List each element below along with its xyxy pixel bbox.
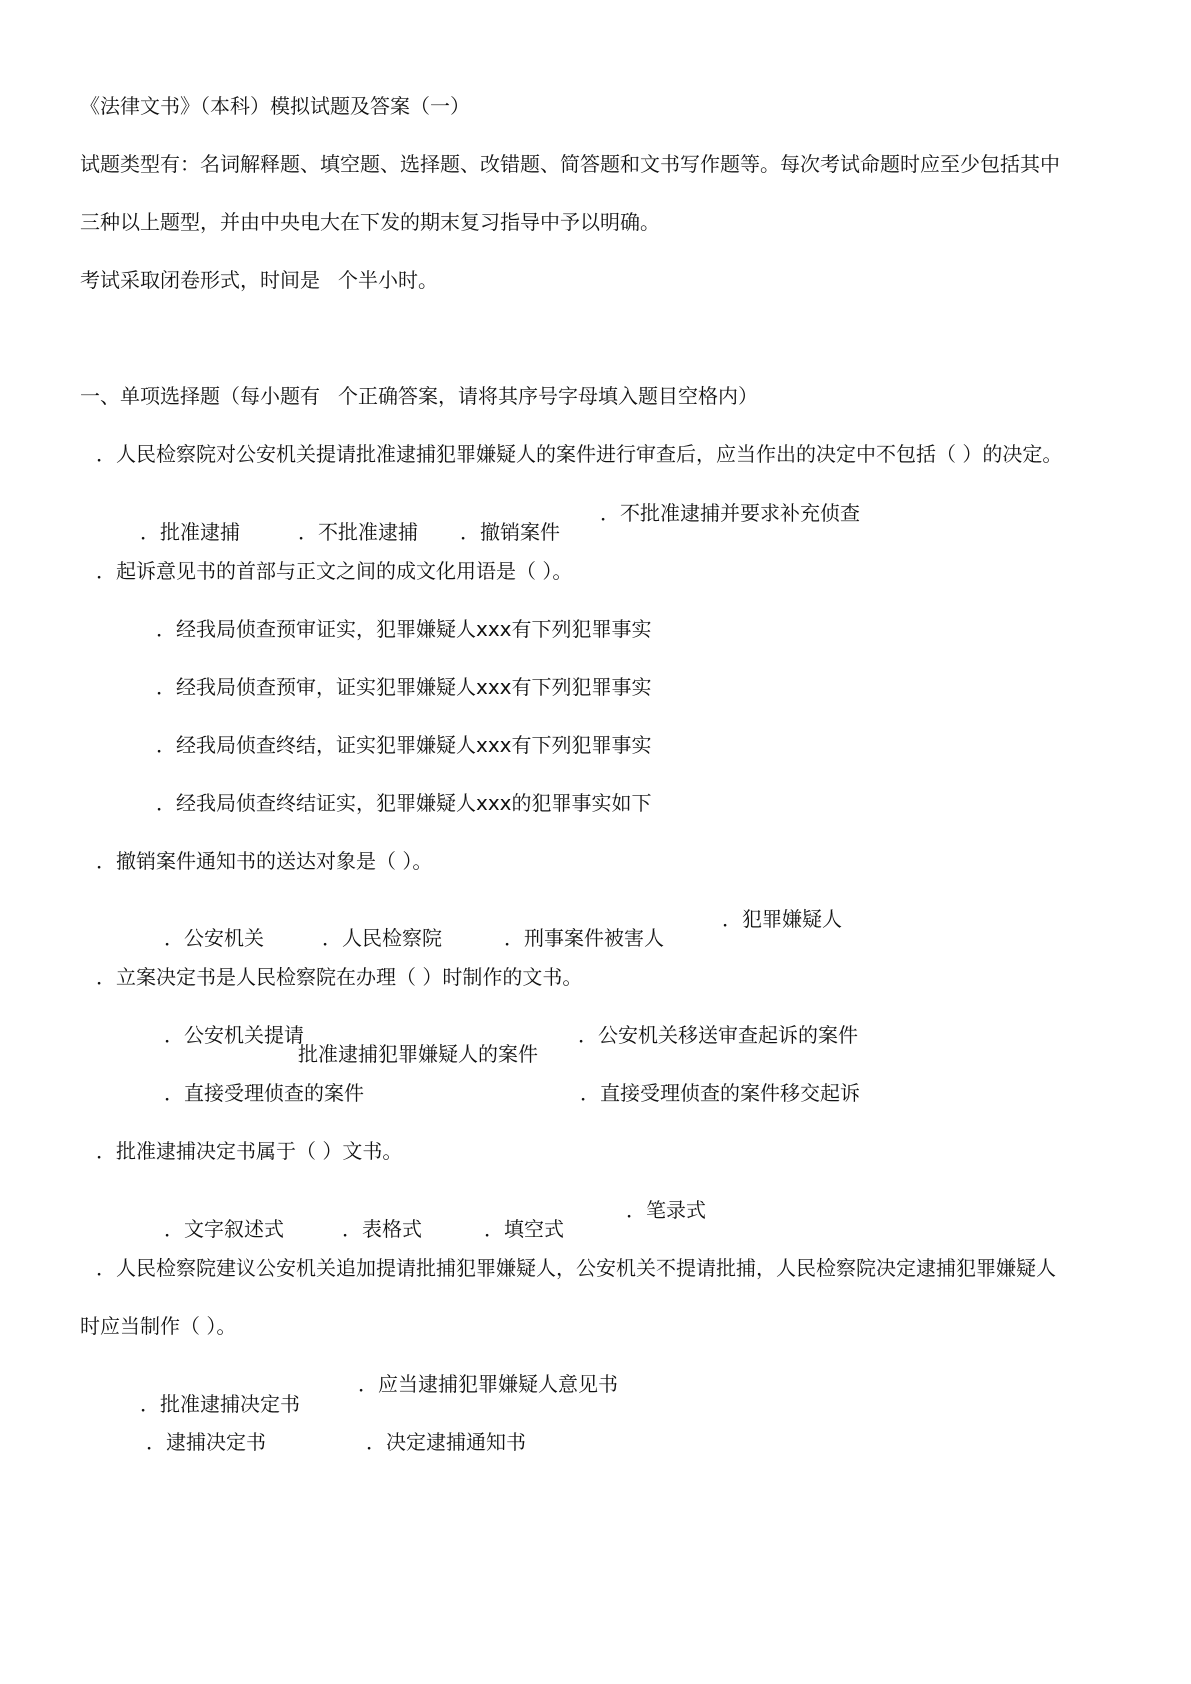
question-5-stem: ．批准逮捕决定书属于（ ）文书。	[96, 1139, 403, 1163]
question-2-option-d: ．经我局侦查终结证实，犯罪嫌疑人xxx的犯罪事实如下	[156, 791, 652, 815]
question-6-option-a: ．批准逮捕决定书	[140, 1392, 300, 1416]
question-1-option-d: ．不批准逮捕并要求补充侦查	[600, 501, 860, 525]
question-6-stem-line-2: 时应当制作（ ）。	[80, 1314, 237, 1338]
question-2-option-a: ．经我局侦查预审证实，犯罪嫌疑人xxx有下列犯罪事实	[156, 617, 652, 641]
question-4-option-c: ．直接受理侦查的案件	[164, 1081, 364, 1105]
question-2-option-b: ．经我局侦查预审，证实犯罪嫌疑人xxx有下列犯罪事实	[156, 675, 652, 699]
question-1-stem: ．人民检察院对公安机关提请批准逮捕犯罪嫌疑人的案件进行审查后，应当作出的决定中不包括（ ）的决定。	[96, 442, 1063, 466]
question-6-option-b: ．应当逮捕犯罪嫌疑人意见书	[358, 1372, 618, 1396]
question-5-option-d: ．笔录式	[626, 1198, 706, 1222]
question-3-stem: ．撤销案件通知书的送达对象是（ ）。	[96, 849, 433, 873]
intro-line-2: 三种以上题型，并由中央电大在下发的期末复习指导中予以明确。	[80, 210, 660, 234]
question-4-option-a: ．公安机关提请	[164, 1023, 304, 1047]
question-1-option-c: ．撤销案件	[460, 520, 560, 544]
question-5-option-b: ．表格式	[342, 1217, 422, 1241]
section-heading-rest: 个正确答案，请将其序号字母填入题目空格内）	[338, 384, 758, 408]
question-4-option-a-cont: 批准逮捕犯罪嫌疑人的案件	[298, 1042, 538, 1066]
question-6-option-c: ．逮捕决定书	[146, 1430, 266, 1454]
question-3-option-b: ．人民检察院	[322, 926, 442, 950]
question-5-option-a: ．文字叙述式	[164, 1217, 284, 1241]
exam-format-text: 考试采取闭卷形式，时间是	[80, 268, 320, 292]
question-3-option-c: ．刑事案件被害人	[504, 926, 664, 950]
exam-duration-text: 个半小时。	[338, 268, 438, 292]
question-2-stem: ．起诉意见书的首部与正文之间的成文化用语是（ ）。	[96, 559, 573, 583]
intro-line-1: 试题类型有：名词解释题、填空题、选择题、改错题、简答题和文书写作题等。每次考试命题时应至少包括其中	[80, 152, 1060, 176]
section-heading: 一、单项选择题（每小题有	[80, 384, 320, 408]
question-3-option-d: ．犯罪嫌疑人	[722, 907, 842, 931]
question-6-stem-line-1: ．人民检察院建议公安机关追加提请批捕犯罪嫌疑人，公安机关不提请批捕，人民检察院决定逮捕犯罪嫌疑人	[96, 1256, 1056, 1280]
page-title: 《法律文书》（本科）模拟试题及答案（一）	[80, 94, 470, 118]
question-4-option-d: ．直接受理侦查的案件移交起诉	[580, 1081, 860, 1105]
question-6-option-d: ．决定逮捕通知书	[366, 1430, 526, 1454]
question-1-option-a: ．批准逮捕	[140, 520, 240, 544]
question-1-option-b: ．不批准逮捕	[298, 520, 418, 544]
question-4-option-b: ．公安机关移送审查起诉的案件	[578, 1023, 858, 1047]
question-3-option-a: ．公安机关	[164, 926, 264, 950]
question-5-option-c: ．填空式	[484, 1217, 564, 1241]
question-4-stem: ．立案决定书是人民检察院在办理（ ）时制作的文书。	[96, 965, 583, 989]
question-2-option-c: ．经我局侦查终结，证实犯罪嫌疑人xxx有下列犯罪事实	[156, 733, 652, 757]
